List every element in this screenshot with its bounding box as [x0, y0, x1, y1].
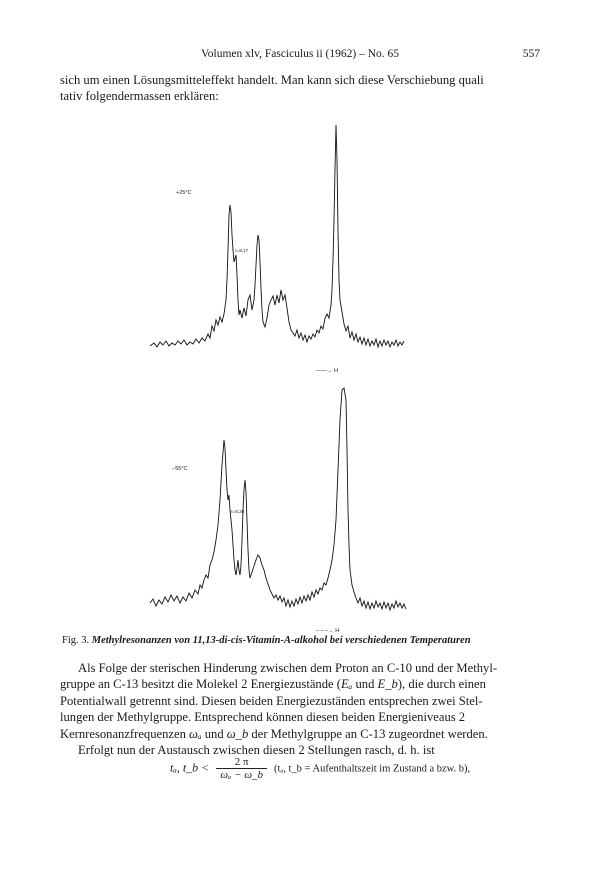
energy-b: E_b — [377, 677, 398, 692]
body-text: Kernresonanzfrequenzen — [60, 726, 190, 741]
body-text: und — [352, 677, 378, 692]
top-spectrum-trace — [150, 125, 404, 347]
caption-prefix: Fig. 3. — [62, 635, 90, 646]
body-paragraph — [60, 660, 542, 758]
formula-fraction — [216, 756, 267, 781]
top-temperature-label: +25°C — [176, 190, 192, 196]
bottom-spectrum-trace — [150, 388, 406, 610]
page-number: 557 — [522, 48, 540, 60]
body-line: Erfolgt nun der Austausch zwischen diesen 2 Stellungen rasch, d. h. ist — [78, 743, 435, 758]
energy-a: Eₐ — [340, 677, 353, 692]
body-text: der Methylgruppe an C-13 zugeordnet werden. — [248, 726, 488, 741]
top-peak-label: τ=8,17 — [235, 248, 249, 253]
bottom-peak-label: τ=8,20 — [231, 509, 245, 514]
omega-b: ω_b — [226, 726, 249, 741]
bottom-field-arrow: – – –→ H — [316, 628, 340, 634]
intro-line: tativ folgendermassen erklären: — [60, 89, 219, 104]
body-line — [60, 676, 542, 692]
body-line: Als Folge der sterischen Hinderung zwischen dem Proton an C-10 und der Methyl- — [78, 661, 498, 675]
formula-denominator: ωₐ − ω_b — [220, 769, 263, 781]
caption-text: Methylresonanzen von 11,13-di-cis-Vitamin-A-alkohol bei verschiedenen Temperaturen — [91, 635, 471, 646]
top-field-arrow: ——→ H — [316, 368, 338, 374]
body-line — [60, 726, 542, 742]
omega-a: ωₐ — [189, 726, 202, 741]
body-line: Potentialwall getrennt sind. Diesen beiden Energiezuständen entsprechen zwei Stel- — [60, 693, 483, 708]
bottom-temperature-label: −55°C — [172, 466, 188, 472]
running-title: Volumen xlv, Fasciculus ii (1962) – No. 65 — [200, 48, 400, 60]
inequality-formula — [170, 756, 470, 781]
formula-lhs: tₐ, t_b < — [170, 760, 210, 775]
figure-caption — [62, 635, 542, 646]
formula-definition: (tₐ, t_b = Aufenthaltszeit im Zustand a bzw. b), — [273, 763, 471, 775]
body-text: gruppe an C-13 besitzt die Molekel 2 Energiezustände ( — [60, 677, 341, 692]
formula-numerator: 2 π — [216, 756, 267, 769]
body-line: lungen der Methylgruppe. Entsprechend können diesen beiden Energieniveaus 2 — [60, 710, 466, 725]
intro-line: sich um einen Lösungsmitteleffekt handelt. Man kann sich diese Verschiebung quali — [60, 73, 484, 87]
body-text: ), die durch einen — [397, 677, 486, 692]
body-text: und — [201, 726, 227, 741]
